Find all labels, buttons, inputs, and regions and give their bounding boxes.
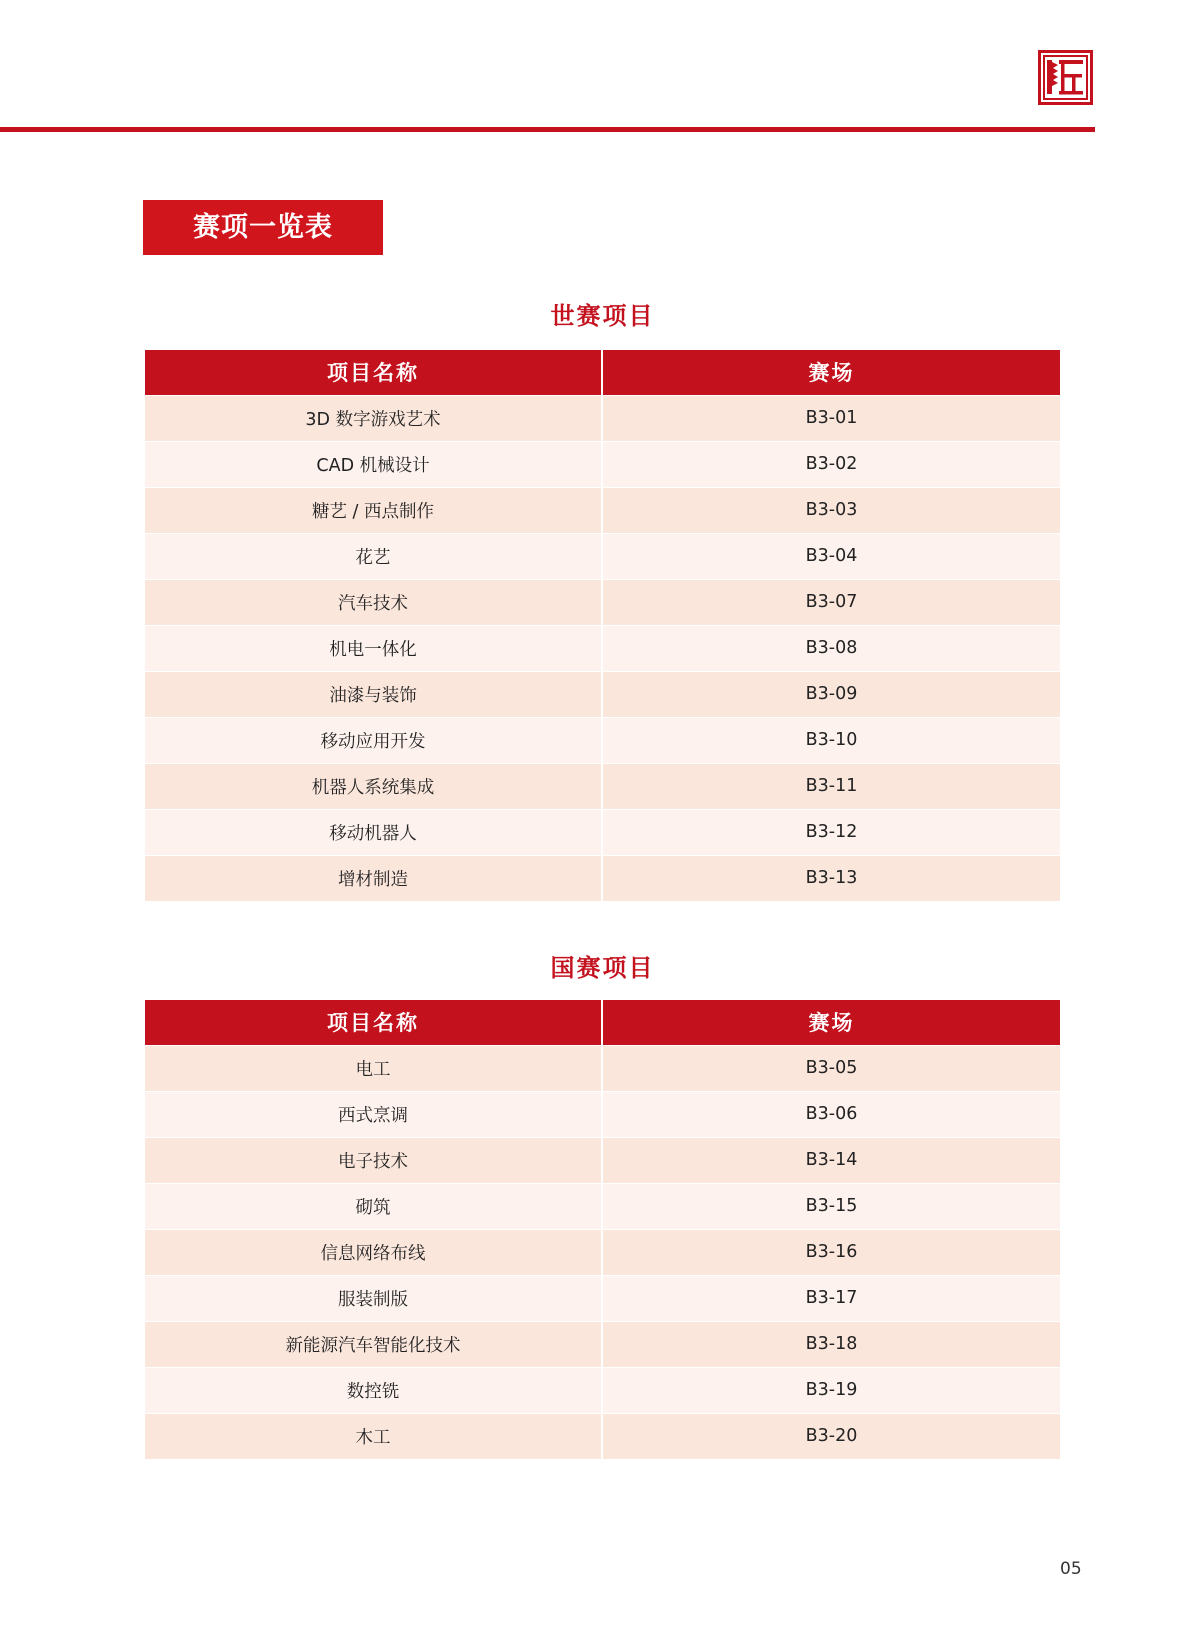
table-row <box>145 1183 1060 1229</box>
table-row <box>145 533 1060 579</box>
table-row <box>145 717 1060 763</box>
table-row <box>145 487 1060 533</box>
table-row <box>145 1413 1060 1459</box>
venue-cell: B3-01 <box>602 395 1060 441</box>
venue-cell: B3-12 <box>602 809 1060 855</box>
item-name-cell: 移动机器人 <box>145 809 602 855</box>
table-row <box>145 395 1060 441</box>
table-row <box>145 855 1060 901</box>
venue-cell: B3-18 <box>602 1321 1060 1367</box>
venue-cell: B3-14 <box>602 1137 1060 1183</box>
table-header-row <box>145 350 1060 395</box>
column-header-name: 项目名称 <box>145 350 602 395</box>
item-name-cell: 西式烹调 <box>145 1091 602 1137</box>
column-header-venue: 赛场 <box>602 350 1060 395</box>
table-row <box>145 1091 1060 1137</box>
venue-cell: B3-15 <box>602 1183 1060 1229</box>
page-number: 05 <box>1060 1559 1082 1579</box>
item-name-cell: CAD 机械设计 <box>145 441 602 487</box>
item-name-cell: 油漆与装饰 <box>145 671 602 717</box>
section-title-national-skills: 国赛项目 <box>550 954 655 982</box>
table-row <box>145 1321 1060 1367</box>
item-name-cell: 机电一体化 <box>145 625 602 671</box>
table-row <box>145 579 1060 625</box>
venue-cell: B3-07 <box>602 579 1060 625</box>
item-name-cell: 数控铣 <box>145 1367 602 1413</box>
venue-cell: B3-04 <box>602 533 1060 579</box>
table-row <box>145 625 1060 671</box>
item-name-cell: 信息网络布线 <box>145 1229 602 1275</box>
venue-cell: B3-09 <box>602 671 1060 717</box>
item-name-cell: 糖艺 / 西点制作 <box>145 487 602 533</box>
table-row <box>145 1137 1060 1183</box>
venue-cell: B3-02 <box>602 441 1060 487</box>
table-row <box>145 1229 1060 1275</box>
venue-cell: B3-20 <box>602 1413 1060 1459</box>
brand-logo-icon <box>1038 50 1093 105</box>
venue-cell: B3-08 <box>602 625 1060 671</box>
item-name-cell: 移动应用开发 <box>145 717 602 763</box>
header-divider <box>0 127 1095 132</box>
table-row <box>145 763 1060 809</box>
item-name-cell: 新能源汽车智能化技术 <box>145 1321 602 1367</box>
table-row <box>145 1275 1060 1321</box>
venue-cell: B3-16 <box>602 1229 1060 1275</box>
item-name-cell: 电工 <box>145 1045 602 1091</box>
venue-cell: B3-06 <box>602 1091 1060 1137</box>
section-title-world-skills: 世赛项目 <box>550 302 655 330</box>
venue-cell: B3-13 <box>602 855 1060 901</box>
table-header-row <box>145 1000 1060 1045</box>
table-row <box>145 1045 1060 1091</box>
venue-cell: B3-11 <box>602 763 1060 809</box>
item-name-cell: 3D 数字游戏艺术 <box>145 395 602 441</box>
item-name-cell: 增材制造 <box>145 855 602 901</box>
venue-cell: B3-17 <box>602 1275 1060 1321</box>
venue-cell: B3-03 <box>602 487 1060 533</box>
table-row <box>145 1367 1060 1413</box>
item-name-cell: 汽车技术 <box>145 579 602 625</box>
item-name-cell: 砌筑 <box>145 1183 602 1229</box>
venue-cell: B3-19 <box>602 1367 1060 1413</box>
item-name-cell: 木工 <box>145 1413 602 1459</box>
table-row <box>145 809 1060 855</box>
venue-cell: B3-10 <box>602 717 1060 763</box>
column-header-venue: 赛场 <box>602 1000 1060 1045</box>
page-title-banner: 赛项一览表 <box>143 200 383 255</box>
table-row <box>145 671 1060 717</box>
item-name-cell: 机器人系统集成 <box>145 763 602 809</box>
column-header-name: 项目名称 <box>145 1000 602 1045</box>
national-skills-table <box>145 1000 1060 1459</box>
item-name-cell: 电子技术 <box>145 1137 602 1183</box>
item-name-cell: 花艺 <box>145 533 602 579</box>
table-row <box>145 441 1060 487</box>
venue-cell: B3-05 <box>602 1045 1060 1091</box>
world-skills-table <box>145 350 1060 901</box>
item-name-cell: 服装制版 <box>145 1275 602 1321</box>
